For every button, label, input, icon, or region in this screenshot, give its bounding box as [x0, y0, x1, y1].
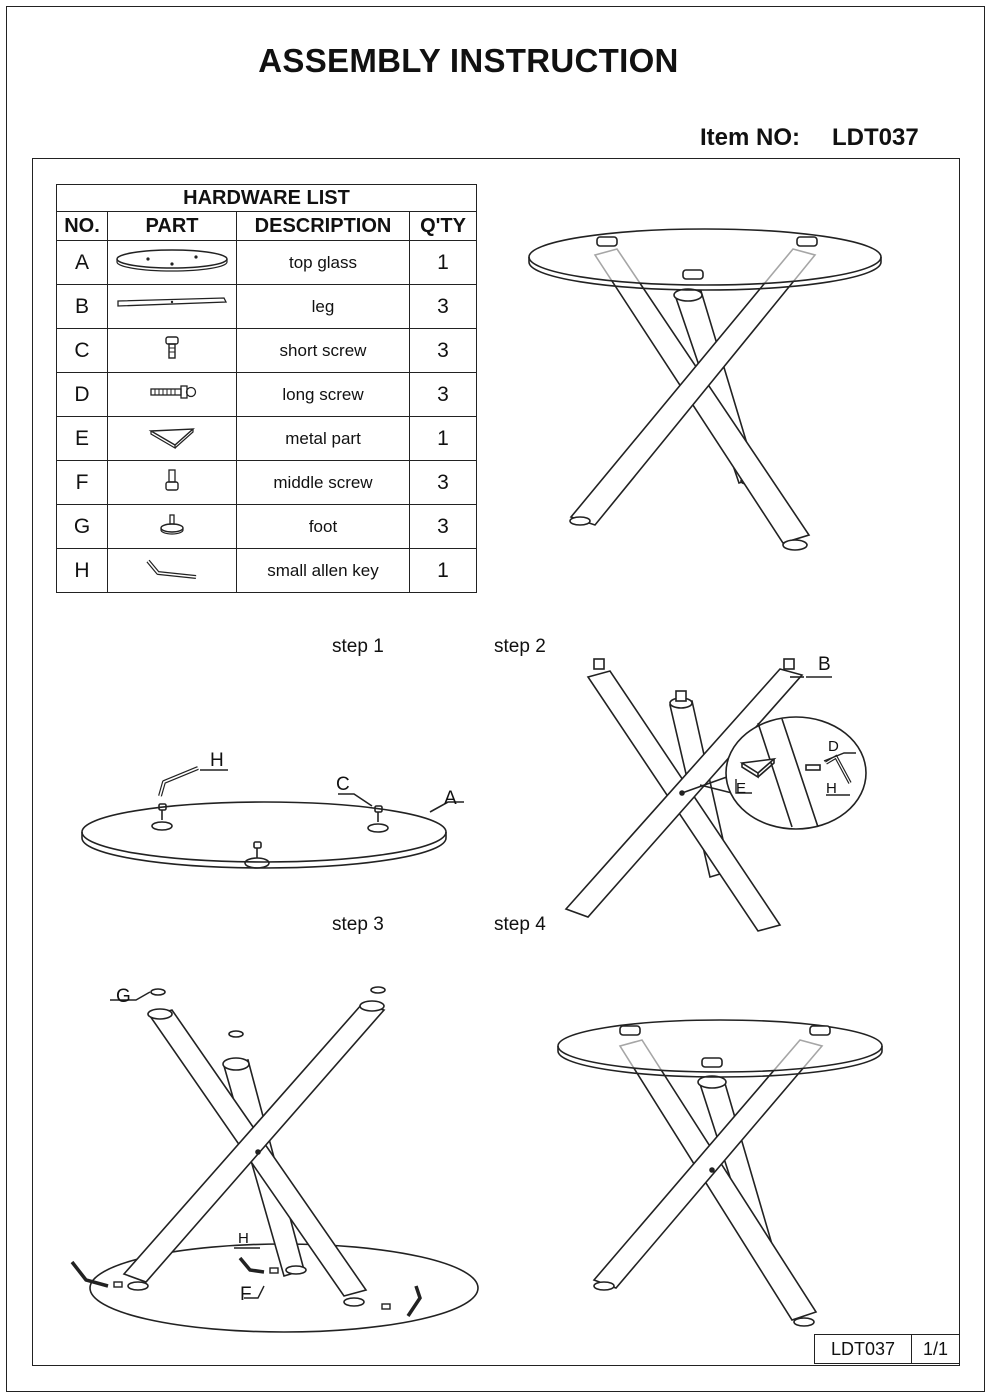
- column-header-qty: Q'TY: [410, 212, 477, 241]
- step-1-illustration: [80, 748, 460, 878]
- step-4-illustration: [554, 1012, 886, 1332]
- step-3-callout-g: G: [116, 986, 131, 1007]
- step-3-label: step 3: [332, 914, 384, 935]
- column-header-description: DESCRIPTION: [237, 212, 410, 241]
- step-3-callout-h: H: [238, 1230, 249, 1247]
- step-1-callout-c: C: [336, 774, 350, 795]
- item-number: [700, 124, 919, 152]
- assembled-table-illustration: [525, 215, 885, 555]
- step-2-illustration: [560, 655, 880, 940]
- table-row: [57, 505, 477, 549]
- part-description: long screw: [237, 373, 410, 417]
- part-qty: 1: [410, 241, 477, 285]
- page-number: 1/1: [922, 1338, 949, 1359]
- table-row: [57, 373, 477, 417]
- table-row: [57, 417, 477, 461]
- step-4-label: step 4: [494, 914, 546, 935]
- middle-screw-icon: [108, 461, 237, 505]
- document-code-box: [814, 1334, 960, 1364]
- step-2-callout-h: H: [826, 780, 837, 797]
- part-no: A: [57, 241, 108, 285]
- part-qty: 3: [410, 373, 477, 417]
- step-1-label: step 1: [332, 636, 384, 657]
- top-glass-icon: [108, 241, 237, 285]
- table-row: [57, 549, 477, 593]
- step-2-callout-d: D: [828, 738, 839, 755]
- part-no: G: [57, 505, 108, 549]
- item-number-value: LDT037: [832, 124, 919, 151]
- part-qty: 3: [410, 461, 477, 505]
- foot-icon: [108, 505, 237, 549]
- long-screw-icon: [108, 373, 237, 417]
- step-1-callout-a: A: [444, 788, 457, 809]
- leg-icon: [108, 285, 237, 329]
- table-row: [57, 285, 477, 329]
- hardware-list-table: [56, 184, 477, 593]
- part-no: C: [57, 329, 108, 373]
- column-header-no: NO.: [57, 212, 108, 241]
- part-description: foot: [237, 505, 410, 549]
- part-description: leg: [237, 285, 410, 329]
- table-row: [57, 329, 477, 373]
- step-2-label: step 2: [494, 636, 546, 657]
- item-number-label: Item NO:: [700, 124, 801, 151]
- hardware-list-caption: HARDWARE LIST: [57, 185, 477, 212]
- table-row: [57, 461, 477, 505]
- short-screw-icon: [108, 329, 237, 373]
- step-2-callout-e: E: [736, 780, 747, 797]
- part-description: top glass: [237, 241, 410, 285]
- part-description: short screw: [237, 329, 410, 373]
- step-1-callout-h: H: [210, 750, 224, 771]
- table-row: [57, 241, 477, 285]
- part-description: middle screw: [237, 461, 410, 505]
- metal-part-icon: [108, 417, 237, 461]
- column-header-part: PART: [108, 212, 237, 241]
- part-no: B: [57, 285, 108, 329]
- part-no: D: [57, 373, 108, 417]
- allen-key-icon: [108, 549, 237, 593]
- part-description: small allen key: [237, 549, 410, 593]
- part-qty: 3: [410, 329, 477, 373]
- part-no: H: [57, 549, 108, 593]
- part-no: E: [57, 417, 108, 461]
- step-2-callout-b: B: [818, 654, 831, 675]
- step-3-illustration: [64, 980, 444, 1335]
- step-3-callout-f: F: [240, 1284, 252, 1305]
- part-qty: 1: [410, 549, 477, 593]
- page-title: ASSEMBLY INSTRUCTION: [258, 42, 679, 79]
- part-description: metal part: [237, 417, 410, 461]
- part-qty: 1: [410, 417, 477, 461]
- part-no: F: [57, 461, 108, 505]
- document-code: LDT037: [815, 1335, 912, 1363]
- part-qty: 3: [410, 505, 477, 549]
- part-qty: 3: [410, 285, 477, 329]
